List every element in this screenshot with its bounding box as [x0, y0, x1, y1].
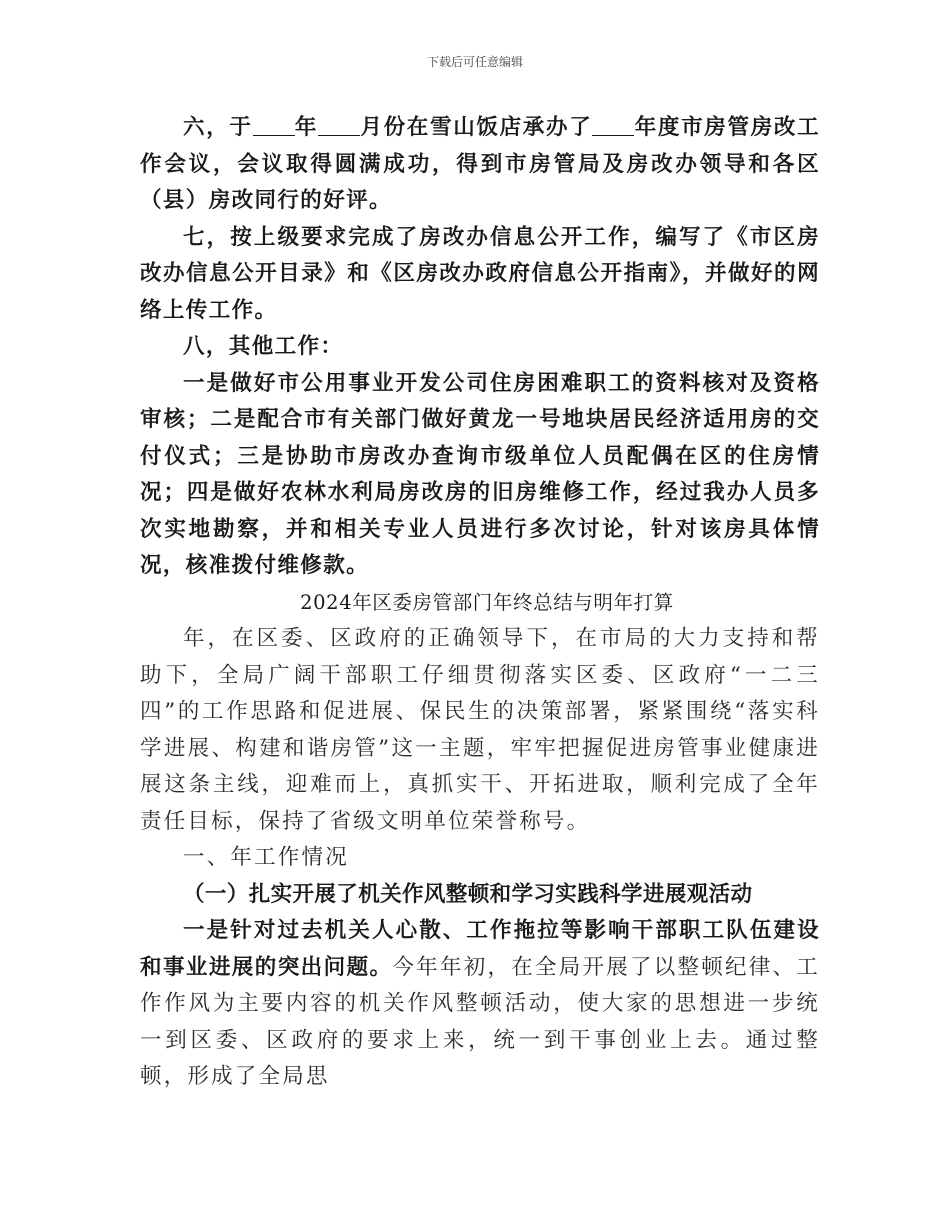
- point-1-lead: 一是针对过去机关人心散、工作拖拉等影响干部职工队伍建设和事业进展的突出问题。: [140, 918, 820, 980]
- blank-month: [318, 115, 360, 136]
- section-heading-1: 一、年工作情况: [183, 845, 349, 870]
- blank-year: [253, 115, 295, 136]
- p6-text-c: 月份在雪山饭店承办了: [360, 115, 593, 140]
- p6-text-b: 年: [294, 115, 319, 140]
- paragraph-item-7: 七，按上级要求完成了房改办信息公开工作，编写了《市区房改办信息公开目录》和《区房改办政府信息公开指南》，并做好的网络上传工作。: [140, 224, 820, 323]
- p6-text-a: 六，于: [183, 115, 253, 140]
- intro-paragraph: 年，在区委、区政府的正确领导下，在市局的大力支持和帮助下，全局广阔干部职工仔细贯彻落实区委、区政府“一二三四”的工作思路和促进展、保民生的决策部署，紧紧围绕“落实科学进展、构建和谐房管”这一主题，牢牢把握促进房管事业健康进展这条主线，迎难而上，真抓实干、开拓进取，顺利完成了全年责任目标，保持了省级文明单位荣誉称号。: [140, 626, 820, 834]
- document-title: 2024年区委房管部门年终总结与明年打算: [300, 590, 674, 614]
- paragraph-point-1: [140, 913, 820, 1096]
- blank-annual: [592, 115, 634, 136]
- subsection-heading-1: （一）扎实开展了机关作风整顿和学习实践科学进展观活动: [183, 881, 753, 907]
- point-1-text: 今年年初，在全局开展了以整顿纪律、工作作风为主要内容的机关作风整顿活动，使大家的思想进一步统一到区委、区政府的要求上来，统一到干事创业上去。通过整顿，形成了全局思: [140, 954, 820, 1089]
- paragraph-item-8-heading: 八，其他工作：: [183, 334, 344, 359]
- p6-text-d: 年度市房管房改工作会议，会议取得圆满成功，得到市房管局及房改办领导和各区（县）房改同行的好评。: [140, 115, 820, 213]
- paragraph-item-6: [140, 110, 820, 220]
- page-header: 下载后可任意编辑: [426, 55, 523, 69]
- paragraph-item-8-body: 一是做好市公用事业开发公司住房困难职工的资料核对及资格审核；二是配合市有关部门做好黄龙一号地块居民经济适用房的交付仪式；三是协助市房改办查询市级单位人员配偶在区的住房情况；四是做好农林水利局房改房的旧房维修工作，经过我办人员多次实地勘察，并和相关专业人员进行多次讨论，针对该房具体情况，核准拨付维修款。: [140, 370, 820, 578]
- document-body: [140, 110, 820, 1096]
